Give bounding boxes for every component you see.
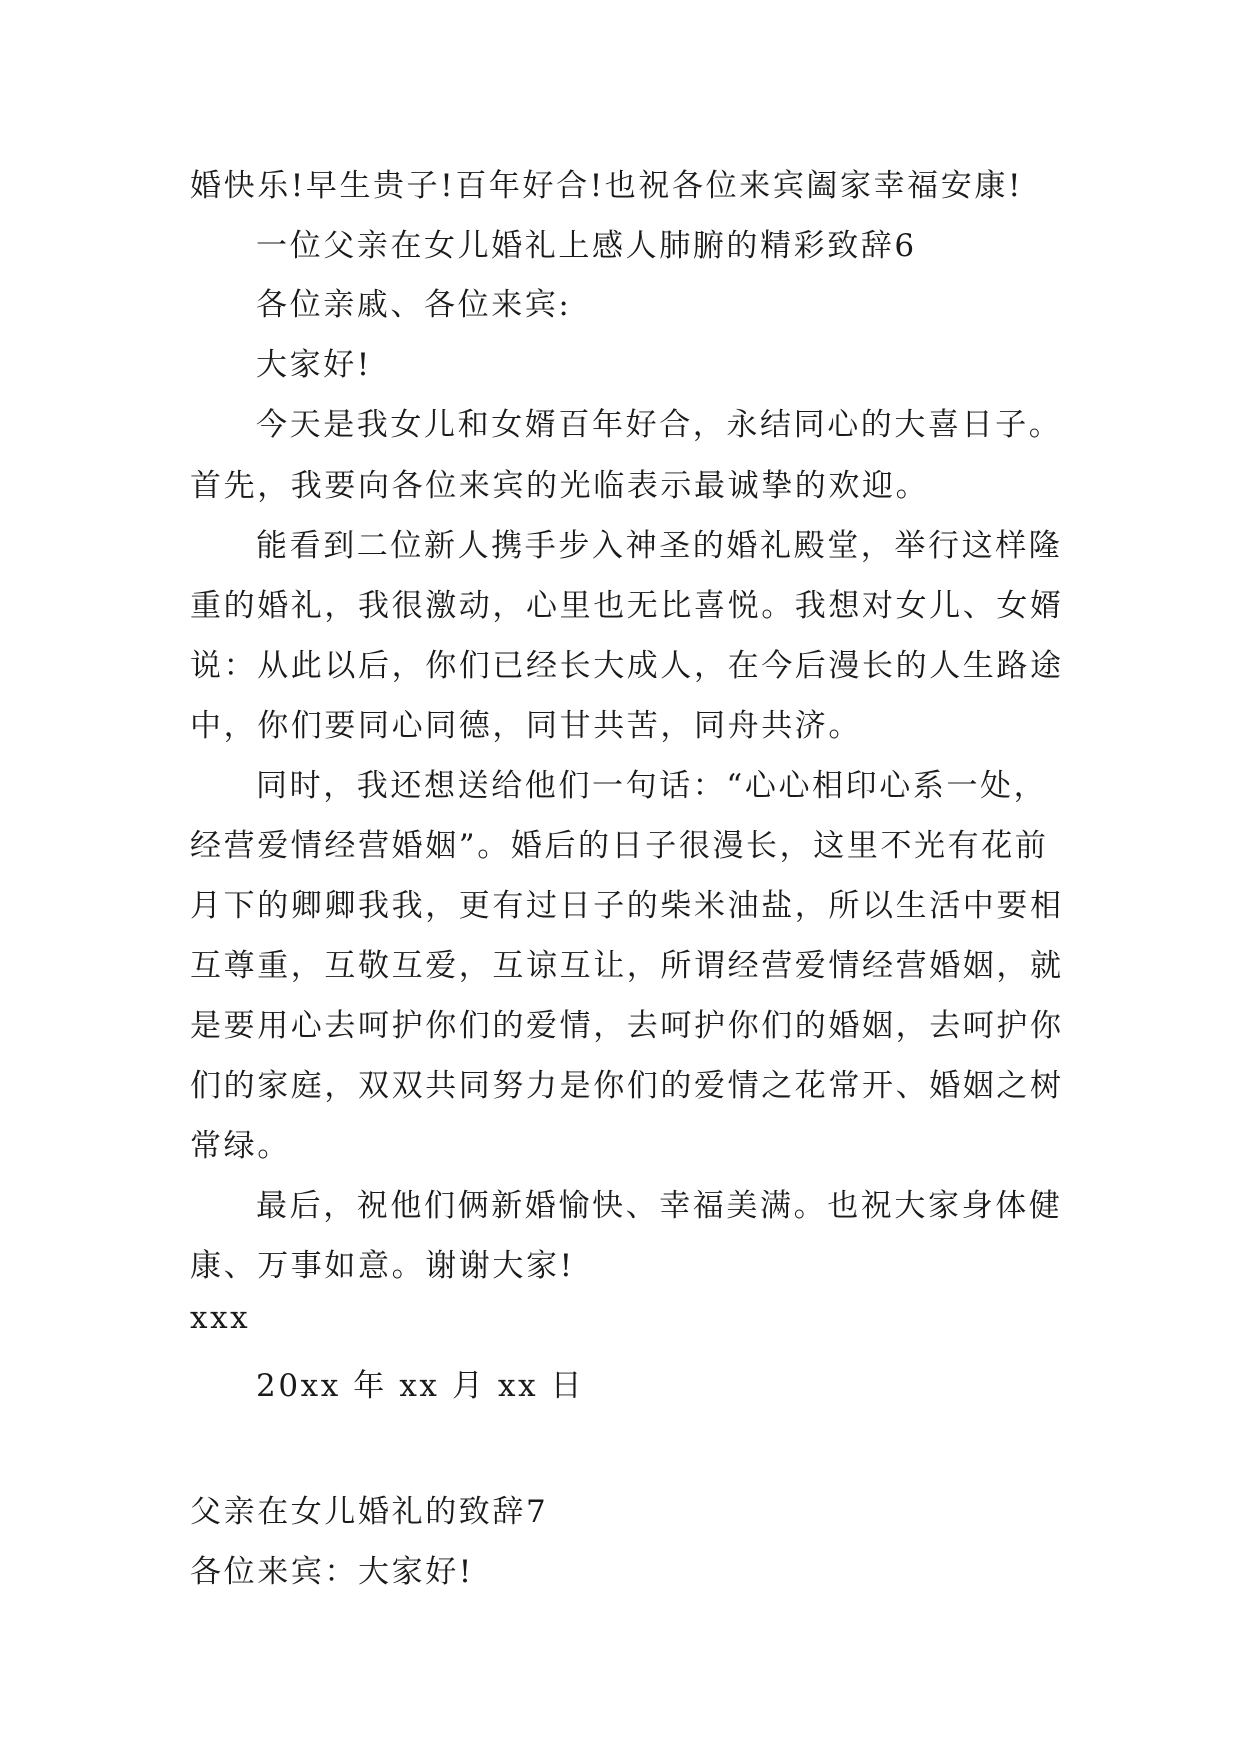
body-text-line: 经营爱情经营婚姻”。婚后的日子很漫长，这里不光有花前 [190, 828, 1049, 864]
body-text-line: 说：从此以后，你们已经长大成人，在今后漫长的人生路途 [190, 648, 1064, 684]
body-text-line: 互尊重，互敬互爱，互谅互让，所谓经营爱情经营婚姻，就 [190, 948, 1064, 984]
body-text-line: 月下的卿卿我我，更有过日子的柴米油盐，所以生活中要相 [190, 888, 1064, 924]
body-text-line: 能看到二位新人携手步入神圣的婚礼殿堂，举行这样隆 [256, 528, 1063, 564]
body-text-line: 首先，我要向各位来宾的光临表示最诚挚的欢迎。 [190, 468, 930, 504]
body-text-line: 是要用心去呵护你们的爱情，去呵护你们的婚姻，去呵护你 [190, 1008, 1064, 1044]
body-text-line: 重的婚礼，我很激动，心里也无比喜悦。我想对女儿、女婿 [190, 588, 1064, 624]
signature-date: 20xx 年 xx 月 xx 日 [256, 1368, 585, 1404]
section-heading: 父亲在女儿婚礼的致辞7 [190, 1494, 549, 1530]
signature-name: xxx [190, 1300, 251, 1336]
body-text-line: 们的家庭，双双共同努力是你们的爱情之花常开、婚姻之树 [190, 1068, 1064, 1104]
body-text-line: 中，你们要同心同德，同甘共苦，同舟共济。 [190, 708, 862, 744]
body-text-line: 婚快乐!早生贵子!百年好合!也祝各位来宾阖家幸福安康! [190, 168, 1024, 204]
body-text-line: 今天是我女儿和女婿百年好合，永结同心的大喜日子。 [256, 407, 1063, 443]
section-heading: 一位父亲在女儿婚礼上感人肺腑的精彩致辞6 [256, 228, 917, 264]
body-text-line: 常绿。 [190, 1128, 291, 1164]
body-text-line: 同时，我还想送给他们一句话：“心心相印心系一处， [256, 768, 1048, 804]
salutation: 各位来宾：大家好! [190, 1554, 474, 1590]
body-text-line: 最后，祝他们俩新婚愉快、幸福美满。也祝大家身体健 [256, 1188, 1063, 1224]
body-text-line: 康、万事如意。谢谢大家! [190, 1248, 575, 1284]
greeting: 大家好! [256, 347, 372, 383]
salutation: 各位亲戚、各位来宾: [256, 287, 572, 323]
